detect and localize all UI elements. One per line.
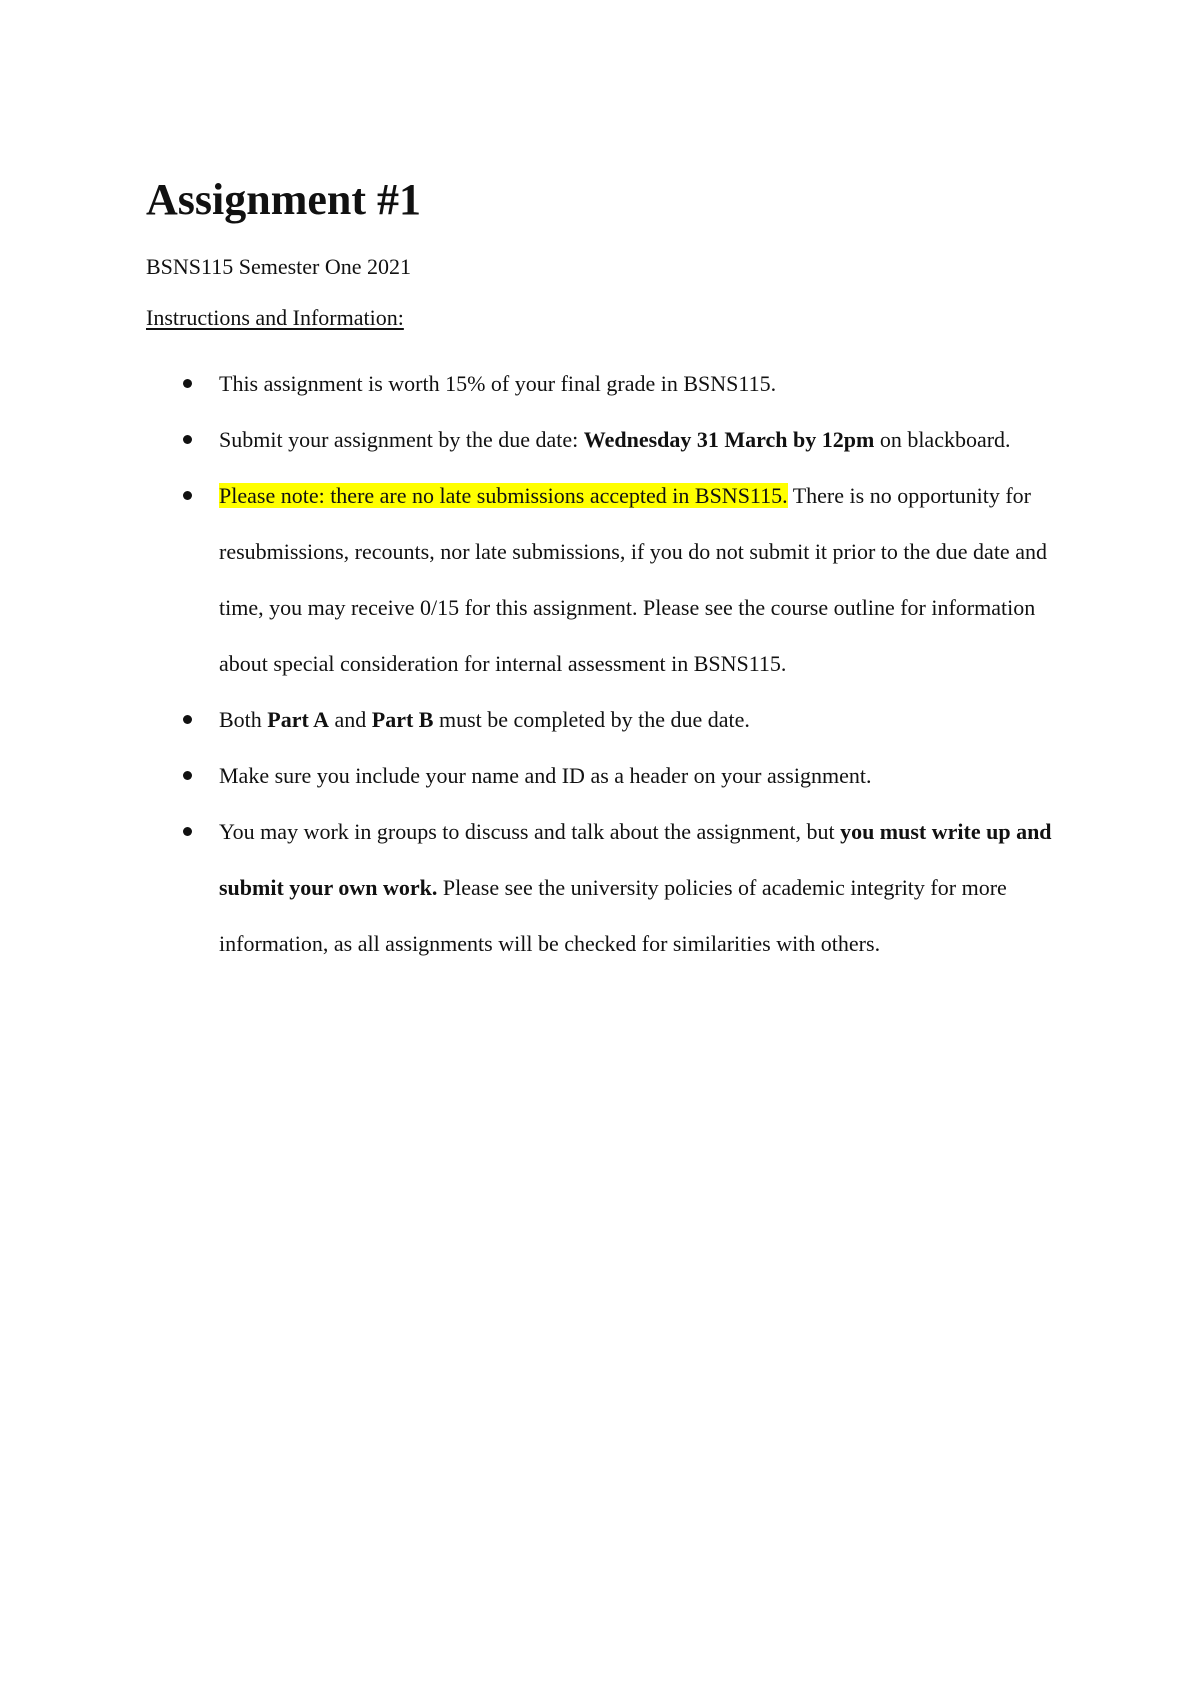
list-item: [0, 692, 1079, 748]
part-a: Part A: [267, 707, 329, 732]
bullet-icon: [183, 827, 192, 836]
bullet-icon: [183, 379, 192, 388]
bullet-5-text: Make sure you include your name and ID as a header on your assignment.: [219, 763, 872, 788]
bullet-6-post: Please see the university policies of academic integrity for more information, as all assignments will be checked for similarities with others.: [219, 875, 1007, 956]
list-item: [0, 356, 1079, 412]
own-work-emphasis: you must write up and submit your own work.: [219, 819, 1052, 900]
bullet-text: [219, 692, 1079, 748]
instructions-list: [0, 356, 1200, 972]
list-item: [0, 468, 1079, 692]
section-heading: Instructions and Information:: [146, 305, 404, 330]
bullet-3-post: There is no opportunity for resubmissions, recounts, nor late submissions, if you do not submit it prior to the due date and time, you may receive 0/15 for this assignment. Please see the course outline for information about special consideration for internal assessment in BSNS115.: [219, 483, 1047, 676]
list-item: [0, 748, 1079, 804]
bullet-icon: [183, 771, 192, 780]
bullet-2-post: on blackboard.: [874, 427, 1011, 452]
bullet-4-pre: Both: [219, 707, 268, 732]
bullet-text: [219, 748, 1079, 804]
bullet-text: [219, 356, 1079, 412]
bullet-4-mid: and: [329, 707, 372, 732]
list-item: [0, 412, 1079, 468]
document-title: Assignment #1: [146, 175, 422, 224]
late-submission-notice: Please note: there are no late submissions accepted in BSNS115.: [219, 483, 788, 508]
bullet-text: [219, 468, 1079, 692]
bullet-1-text: This assignment is worth 15% of your final grade in BSNS115.: [219, 371, 777, 396]
bullet-4-post: must be completed by the due date.: [433, 707, 750, 732]
bullet-text: [219, 412, 1079, 468]
due-date: Wednesday 31 March by 12pm: [583, 427, 875, 452]
part-b: Part B: [371, 707, 434, 732]
bullet-text: [219, 804, 1079, 972]
bullet-icon: [183, 715, 192, 724]
course-subtitle: BSNS115 Semester One 2021: [146, 254, 412, 279]
bullet-6-pre: You may work in groups to discuss and talk about the assignment, but: [219, 819, 841, 844]
bullet-icon: [183, 491, 192, 500]
bullet-2-pre: Submit your assignment by the due date:: [219, 427, 584, 452]
list-item: [0, 804, 1079, 972]
bullet-icon: [183, 435, 192, 444]
